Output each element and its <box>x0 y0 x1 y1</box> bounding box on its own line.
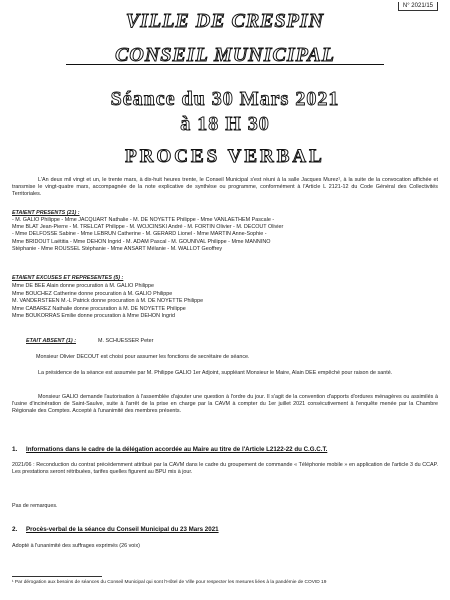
present-list <box>12 217 442 253</box>
presidency-paragraph: La présidence de la séance est assumée par M. Philippe GALIO 1er Adjoint, suppléant Monsieur le Maire, Alain DEE empêché pour raison de santé. <box>38 370 393 376</box>
section-1-body: 2021/06 : Reconduction du contrat précédemment attribué par la CAVM dans le cadre du groupement de commande « Téléphonie mobile » en application de l'article 3 du CCAP. Les prestations seront rétribuées, tarifes quelles figurent au BPU mis à jour. <box>12 462 438 476</box>
list-item: Mme BOUCHEZ Catherine donne procuration à M. GALIO Philippe <box>12 290 173 297</box>
list-item: Mme CABAREZ Nathalie donne procuration à M. DE NOYETTE Philippe <box>12 305 186 312</box>
title-underline <box>66 64 384 65</box>
intro-paragraph: L'An deux mil vingt et un, le trente mars, à dix-huit heures trente, le Conseil Municipal s'est réuni à la salle Jacques Murez¹, à la suite de la convocation affichée et transmise le vingt-quatre mars, accompagnée de la note explicative de synthèse ou programme, conformément à l'Article L 2121-12 du Code Général des Collectivités Territoriales. <box>12 177 438 198</box>
list-item: - M. GALIO Philippe - Mme JACQUART Nathalie - M. DE NOYETTE Philippe - Mme VANLAETHEM Pascale - <box>12 217 275 223</box>
agenda-paragraph: Monsieur GALIO demande l'autorisation à l'assemblée d'ajouter une question à l'ordre du jour. Il s'agit de la convention d'apports d'ordures ménagères ou assimilés à l'usine d'incinération de Saint-Saulve, suite à l'arrêt de la prise en charge par la CAVM à compter du 1er juillet 2021 consécutivement à l'enquête menée par la Chambre Régionale des Comptes. Accepté à l'unanimité des membres présents. <box>12 394 438 415</box>
section-2-title: Procès-verbal de la séance du Conseil Municipal du 23 Mars 2021 <box>26 526 219 533</box>
document-type-title: PROCES VERBAL <box>125 146 325 167</box>
council-title: CONSEIL MUNICIPAL <box>115 44 335 66</box>
absent-name: M. SCHUESSER Peter <box>98 338 154 344</box>
section-1-title: Informations dans le cadre de la délégation accordée au Maire au titre de l'Article L2122-22 du C.G.C.T. <box>26 446 328 453</box>
section-1-closing: Pas de remarques. <box>12 503 58 509</box>
town-title: VILLE DE CRESPIN <box>125 10 325 32</box>
session-time: à 18 H 30 <box>180 113 270 135</box>
list-item: Mme BRIDOUT Laëtitia - Mme DEHON Ingrid - M. ADAM Pascal - M. GOUNIVAL Philippe - Mme MANNINO <box>12 238 271 245</box>
excused-heading: ETAIENT EXCUSES ET REPRESENTES (5) : <box>12 275 124 281</box>
absent-heading: ETAIT ABSENT (1) : <box>26 338 77 344</box>
present-heading: ETAIENT PRESENTS (21) : <box>12 210 80 216</box>
section-2-number: 2. <box>12 526 18 533</box>
secretary-paragraph: Monsieur Olivier DECOUT est choisi pour assumer les fonctions de secrétaire de séance. <box>36 354 250 360</box>
reference-number: N° 2021/15 <box>398 2 438 11</box>
list-item: - Mme DELFOSSE Sabine - Mme LEBRUN Catherine - M. GERARD Lionel - Mme MARTIN Anne-Sophie - <box>12 231 267 238</box>
section-1-number: 1. <box>12 446 18 453</box>
list-item: Mme BLAT Jean-Pierre - M. TRELCAT Philippe - M. WOJCINSKI André - M. FORTIN Olivier - M. DECOUT Olivier <box>12 224 284 231</box>
footnote-divider <box>12 576 102 577</box>
list-item: Stéphanie - Mme ROUSSEL Stéphanie - Mme ANSART Mélanie - M. WALLOT Geoffrey <box>12 245 223 252</box>
session-date: Séance du 30 Mars 2021 <box>110 88 340 110</box>
section-2-body: Adopté à l'unanimité des suffrages exprimés (26 voix) <box>12 543 140 549</box>
list-item: M. VANDERSTEEN M.-L Patrick donne procuration à M. DE NOYETTE Philippe <box>12 298 204 305</box>
list-item: Mme DE BEE Alain donne procuration à M. GALIO Philippe <box>12 283 155 289</box>
excused-list <box>12 283 442 321</box>
list-item: Mme BOUKORRAS Emilie donne procuration à Mme DEHON Ingrid <box>12 313 175 320</box>
footnote: ¹ Par dérogation aux besoins de séances du Conseil Municipal qui sont l'Hôtel de Ville pour respecter les mesures liées à la pandémie de COVID 19 <box>12 580 327 585</box>
